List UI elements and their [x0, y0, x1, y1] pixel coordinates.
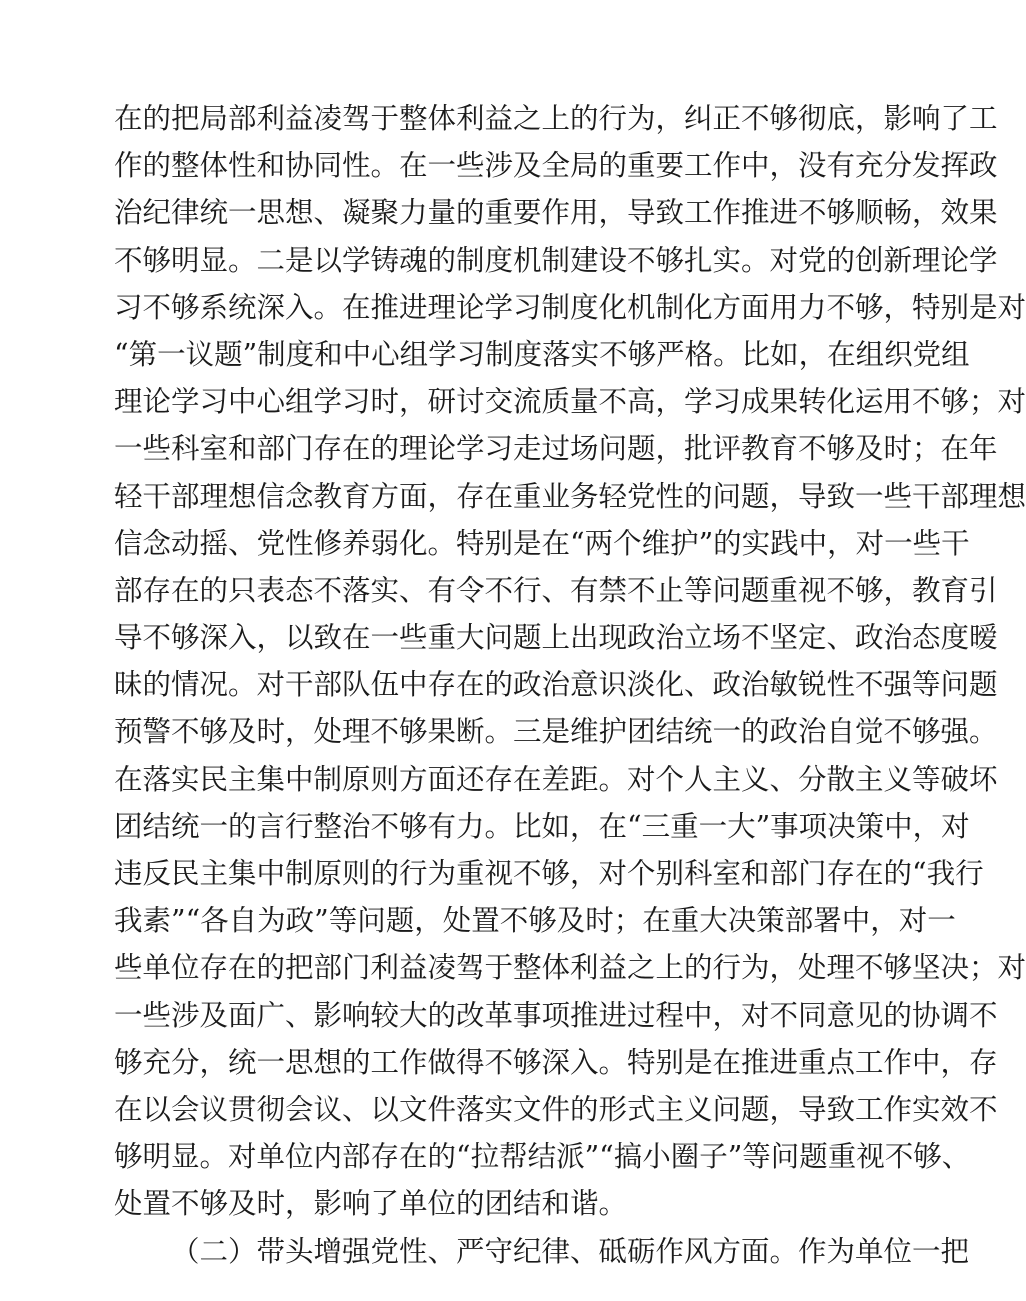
paragraph-1 [114, 95, 1026, 1228]
section-heading-line: （二）带头增强党性、严守纪律、砥砺作风方面。作为单位一把 [171, 1234, 970, 1268]
text-line: 在落实民主集中制原则方面还存在差距。对个人主义、分散主义等破坏 [114, 762, 998, 796]
text-line: 在以会议贯彻会议、以文件落实文件的形式主义问题，导致工作实效不 [114, 1092, 998, 1126]
text-line: 作的整体性和协同性。在一些涉及全局的重要工作中，没有充分发挥政 [114, 149, 998, 183]
text-line: 轻干部理想信念教育方面，存在重业务轻党性的问题，导致一些干部理想 [114, 479, 1026, 513]
text-line: 处置不够及时，影响了单位的团结和谐。 [114, 1187, 628, 1221]
text-line: “第一议题”制度和中心组学习制度落实不够严格。比如，在组织党组 [114, 337, 970, 371]
text-line: 够充分，统一思想的工作做得不够深入。特别是在推进重点工作中，存 [114, 1045, 998, 1079]
text-line: 团结统一的言行整治不够有力。比如，在“三重一大”事项决策中，对 [114, 809, 970, 843]
text-line: 违反民主集中制原则的行为重视不够，对个别科室和部门存在的“我行 [114, 857, 984, 890]
text-line: 我素”“各自为政”等问题，处置不够及时；在重大决策部署中，对一 [114, 904, 956, 938]
text-line: 预警不够及时，处理不够果断。三是维护团结统一的政治自觉不够强。 [114, 715, 998, 749]
text-line: 信念动摇、党性修养弱化。特别是在“两个维护”的实践中，对一些干 [114, 526, 970, 560]
text-line: 部存在的只表态不落实、有令不行、有禁不止等问题重视不够，教育引 [114, 573, 998, 607]
text-line: 治纪律统一思想、凝聚力量的重要作用，导致工作推进不够顺畅，效果 [114, 196, 998, 230]
text-line: 昧的情况。对干部队伍中存在的政治意识淡化、政治敏锐性不强等问题 [114, 668, 998, 702]
text-line: 理论学习中心组学习时，研讨交流质量不高，学习成果转化运用不够；对 [114, 385, 1026, 419]
text-line: 一些科室和部门存在的理论学习走过场问题，批评教育不够及时；在年 [114, 432, 998, 466]
text-line: 习不够系统深入。在推进理论学习制度化机制化方面用力不够，特别是对 [114, 290, 1026, 324]
text-line: 不够明显。二是以学铸魂的制度机制建设不够扎实。对党的创新理论学 [114, 243, 998, 277]
text-line: 够明显。对单位内部存在的“拉帮结派”“搞小圈子”等问题重视不够、 [114, 1140, 971, 1174]
text-line: 在的把局部利益凌驾于整体利益之上的行为，纠正不够彻底，影响了工 [114, 102, 998, 135]
text-line: 一些涉及面广、影响较大的改革事项推进过程中，对不同意见的协调不 [114, 998, 998, 1032]
document-body [114, 95, 1026, 1275]
paragraph-2 [114, 1228, 970, 1275]
text-line: 些单位存在的把部门利益凌驾于整体利益之上的行为，处理不够坚决；对 [114, 951, 1026, 985]
text-line: 导不够深入，以致在一些重大问题上出现政治立场不坚定、政治态度暧 [114, 621, 998, 655]
